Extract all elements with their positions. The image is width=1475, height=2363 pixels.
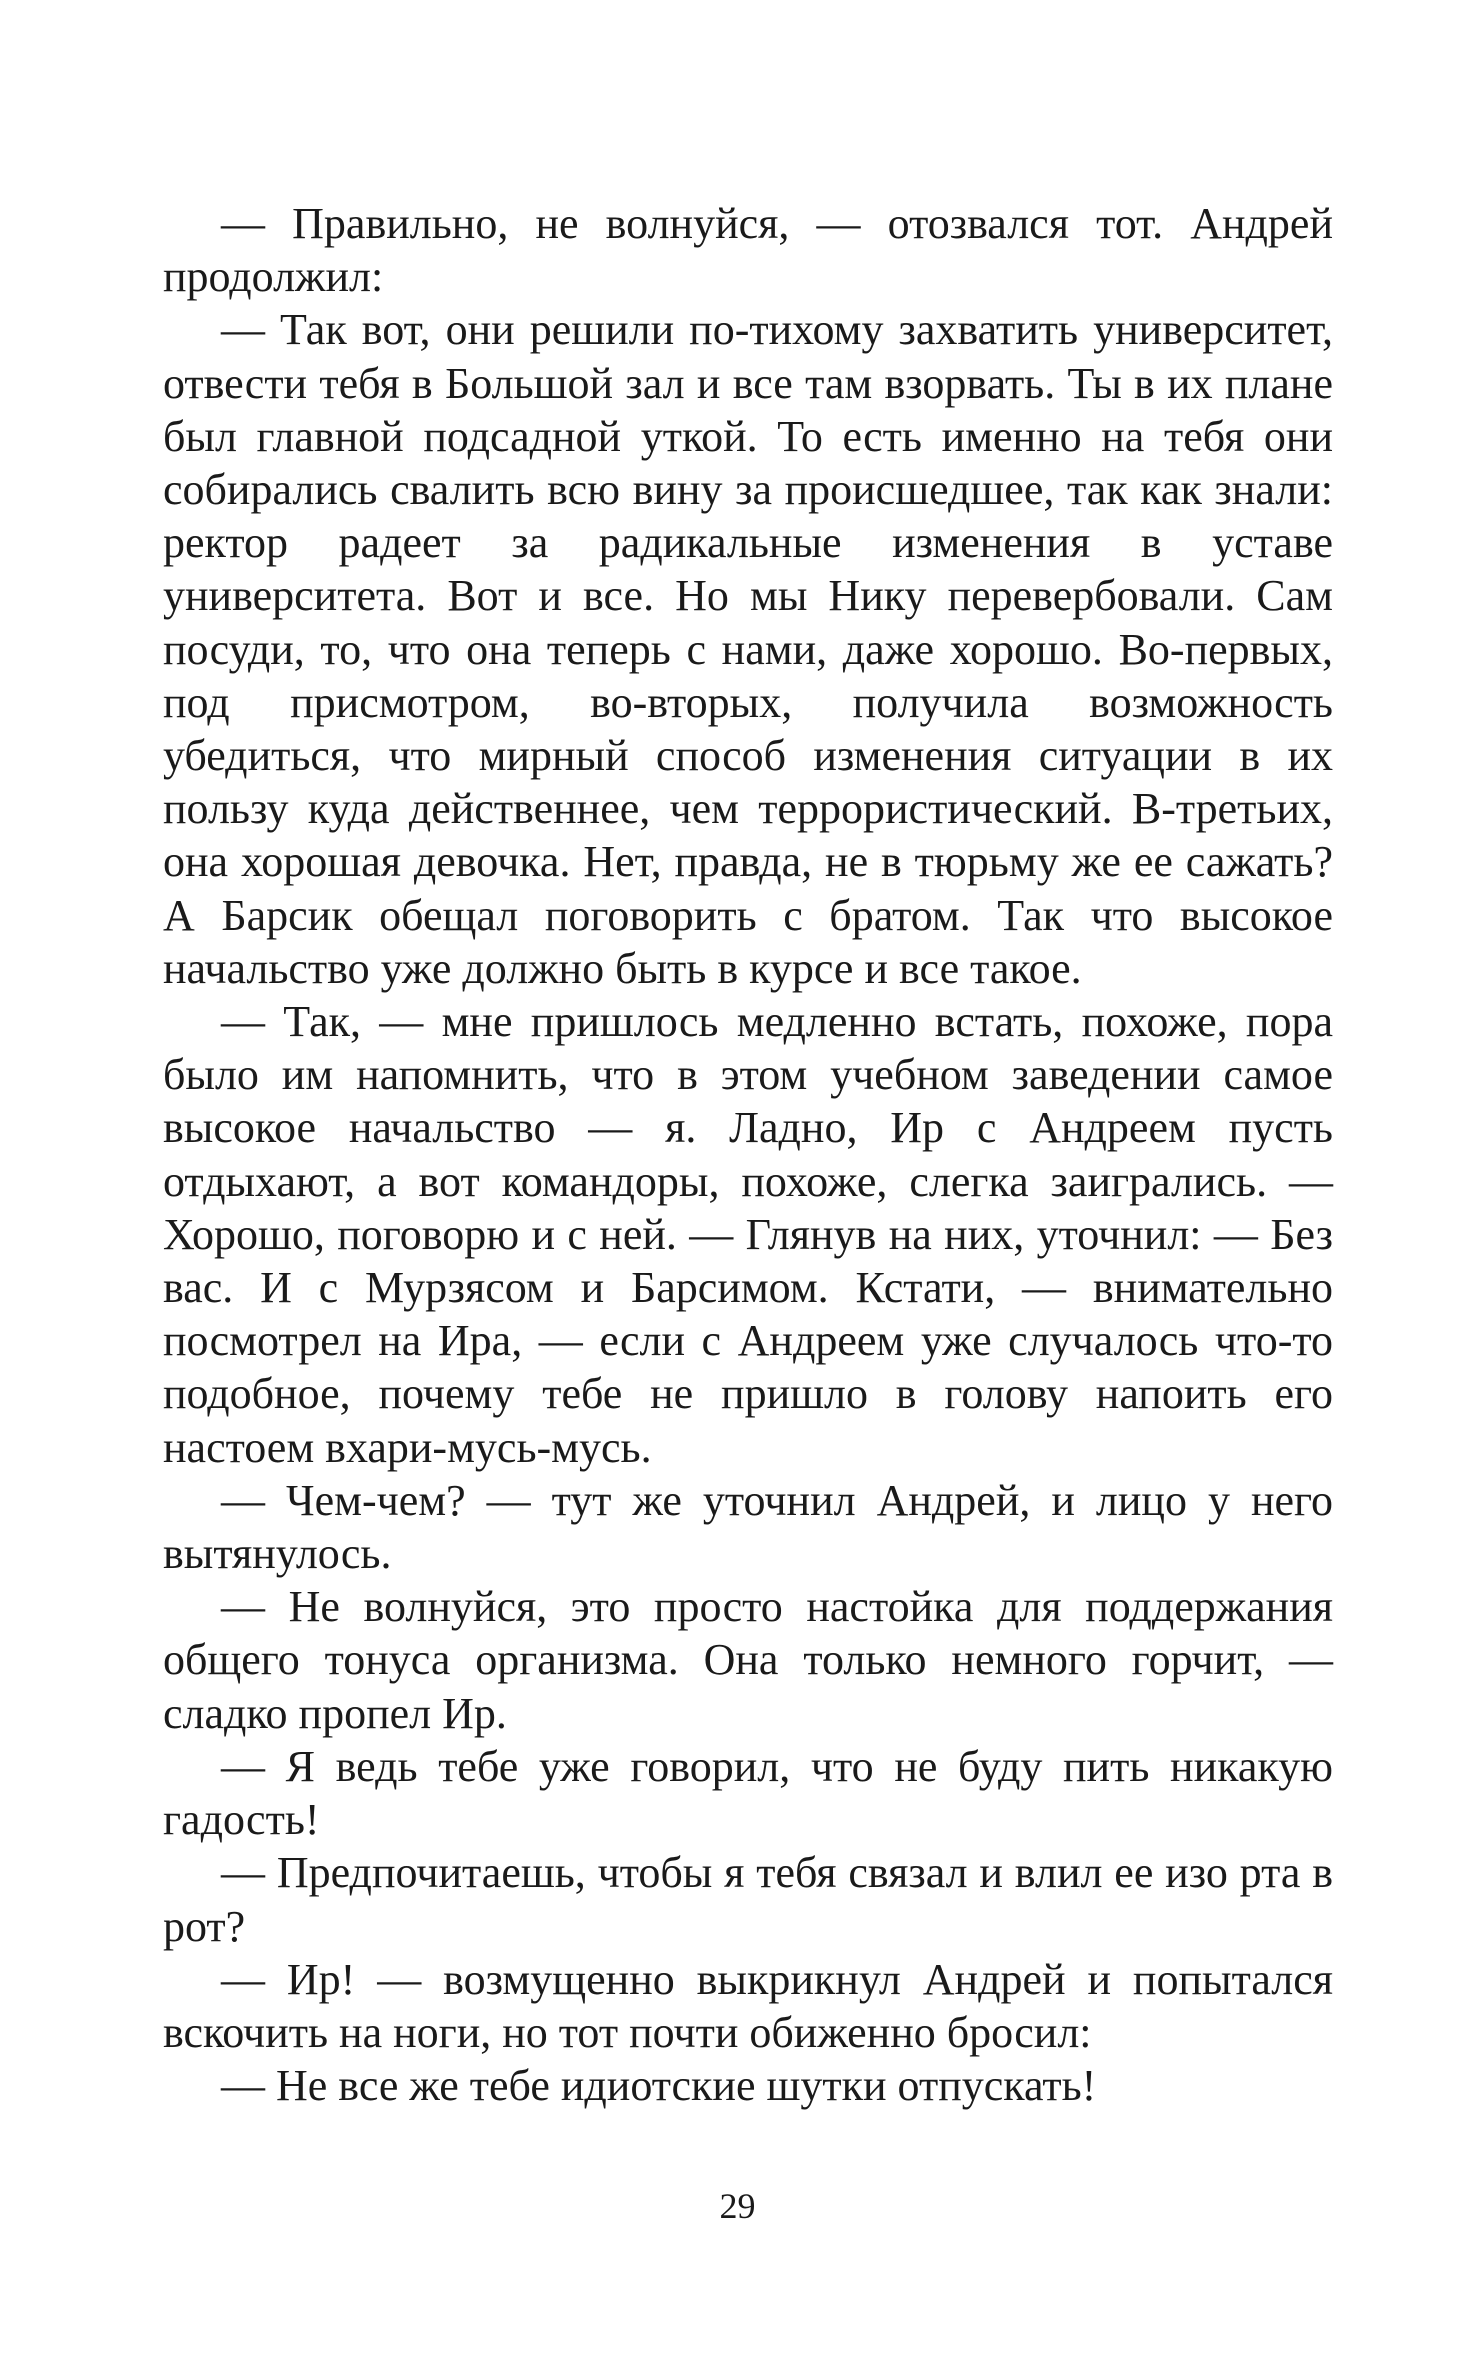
page-number: 29 [719,2186,756,2226]
paragraph-1: — Правильно, не волнуйся, — отозвался тот. Андрей продолжил: [163,199,1333,302]
paragraph-2: — Так вот, они решили по-тихому захватить университет, отвести тебя в Большой зал и все там взорвать. Ты в их плане был главной подсадной уткой. То есть именно на тебя они собирались свалить всю вину за происшедшее, так как знали: ректор радеет за радикальные изменения в уставе университета. Вот и все. Но мы Нику перевербовали. Сам посуди, то, что она теперь с нами, даже хорошо. Во-первых, под присмотром, во-вторых, получила возможность убедиться, что мирный способ изменения ситуации в их пользу куда действеннее, чем террористический. В-третьих, она хорошая девочка. Нет, правда, не в тюрьму же ее сажать? А Барсик обещал поговорить с братом. Так что высокое начальство уже должно быть в курсе и все такое. [163,305,1333,993]
paragraph-6: — Я ведь тебе уже говорил, что не буду пить никакую гадость! [163,1741,1333,1845]
paragraph-9: — Не все же тебе идиотские шутки отпускать! [221,2061,1097,2111]
page-body [163,197,1333,2112]
paragraph-3: — Так, — мне пришлось медленно встать, похоже, пора было им напомнить, что в этом учебном заведении самое высокое начальство — я. Ладно, Ир с Андреем пусть отдыхают, а вот командоры, похоже, слегка заигрались. — Хорошо, поговорю и с ней. — Глянув на них, уточнил: — Без вас. И с Мурзясом и Барсимом. Кстати, — внимательно посмотрел на Ира, — если с Андреем уже случалось что-то подобное, почему тебе не пришло в голову напоить его настоем вхари-мусь-мусь. [163,997,1333,1472]
paragraph-4: — Чем-чем? — тут же уточнил Андрей, и лицо у него вытянулось. [163,1475,1333,1579]
paragraph-8: — Ир! — возмущенно выкрикнул Андрей и попытался вскочить на ноги, но тот почти обиженно бросил: [163,1954,1333,2057]
paragraph-7: — Предпочитаешь, чтобы я тебя связал и влил ее изо рта в рот? [163,1848,1333,1951]
paragraph-5: — Не волнуйся, это просто настойка для поддержания общего тонуса организма. Она только немного горчит, — сладко пропел Ир. [163,1582,1333,1738]
